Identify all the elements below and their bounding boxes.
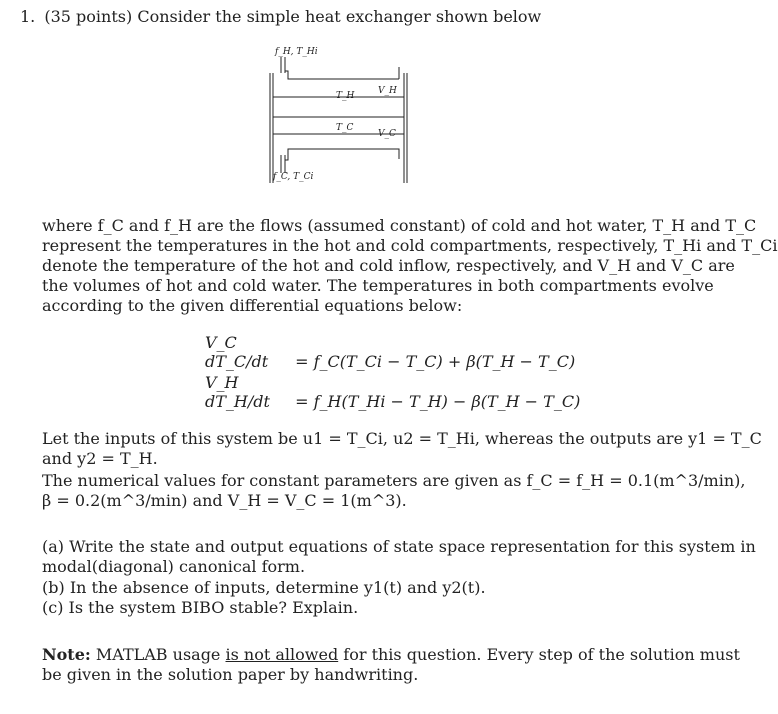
- cold-temp-label: T_C: [336, 123, 354, 133]
- description-line-4: the volumes of hot and cold water. The temperatures in both compartments evolve: [42, 276, 714, 295]
- equation-2-lhs: V_H dT_H/dt: [205, 373, 270, 411]
- note-pre: MATLAB usage: [95, 645, 221, 664]
- note-underlined: is not allowed: [225, 645, 339, 664]
- hot-volume-label: V_H: [378, 86, 397, 96]
- question-a-line-2: modal(diagonal) canonical form.: [42, 557, 306, 576]
- problem-intro: Consider the simple heat exchanger shown below: [137, 7, 542, 26]
- bottom-inlet-label: f_C, T_Ci: [273, 172, 314, 182]
- equation-1: [205, 333, 575, 371]
- description-line-2: represent the temperatures in the hot and cold compartments, respectively, T_Hi and T_Ci: [42, 236, 778, 255]
- equation-1-lhs: V_C dT_C/dt: [205, 333, 269, 371]
- hot-temp-label: T_H: [336, 91, 355, 101]
- io-line-1: Let the inputs of this system be u1 = T_Ci, u2 = T_Hi, whereas the outputs are y1 = T_C: [42, 429, 762, 448]
- note-post: for this question. Every step of the solution must: [343, 645, 740, 664]
- top-inlet-label: f_H, T_Hi: [275, 47, 318, 57]
- question-a-line-1: (a) Write the state and output equations of state space representation for this system in: [42, 537, 756, 556]
- problem-header: [20, 7, 648, 27]
- description-line-3: denote the temperature of the hot and cold inflow, respectively, and V_H and V_C are: [42, 256, 735, 275]
- description-line-1: where f_C and f_H are the flows (assumed constant) of cold and hot water, T_H and T_C: [42, 216, 757, 235]
- description-line-5: according to the given differential equations below:: [42, 296, 463, 315]
- io-line-2: and y2 = T_H.: [42, 449, 158, 468]
- note-line-2: be given in the solution paper by handwriting.: [42, 665, 419, 684]
- equation-2: [205, 373, 580, 411]
- note-line-1: [42, 645, 740, 665]
- equation-2-rhs: = f_H(T_Hi − T_H) − β(T_H − T_C): [295, 392, 581, 411]
- params-line-2: β = 0.2(m^3/min) and V_H = V_C = 1(m^3).: [42, 491, 407, 510]
- question-c: (c) Is the system BIBO stable? Explain.: [42, 598, 359, 617]
- problem-points: (35 points): [44, 7, 133, 26]
- note-label: Note:: [42, 645, 91, 664]
- question-b: (b) In the absence of inputs, determine y1(t) and y2(t).: [42, 578, 486, 597]
- problem-number: 1.: [20, 7, 36, 26]
- params-line-1: The numerical values for constant parameters are given as f_C = f_H = 0.1(m^3/min),: [42, 471, 746, 490]
- heat-exchanger-diagram: [258, 45, 418, 195]
- cold-volume-label: V_C: [378, 129, 396, 139]
- equation-1-rhs: = f_C(T_Ci − T_C) + β(T_H − T_C): [295, 352, 576, 371]
